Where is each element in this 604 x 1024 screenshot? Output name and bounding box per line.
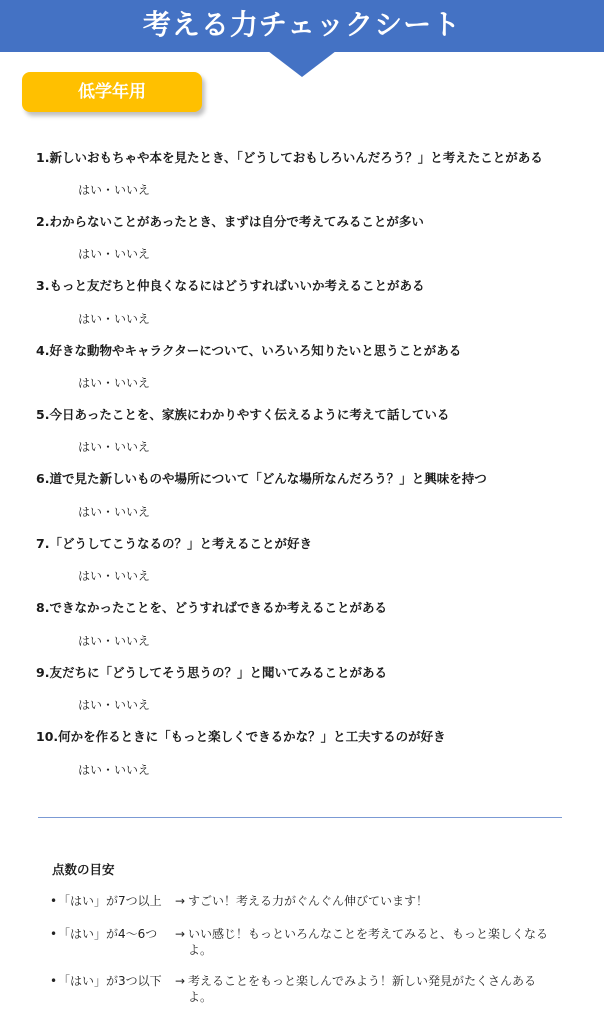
page-title: 考える力チェックシート — [142, 8, 462, 41]
score-item-high — [50, 893, 560, 911]
score-item-mid — [50, 926, 560, 960]
question-9: 9.友だちに「どうしてそう思うの？」と聞いてみることがある — [36, 665, 387, 680]
score-condition: 「はい」が4〜6つ — [58, 927, 158, 941]
arrow-right-icon: → — [175, 974, 186, 988]
answer-options-8[interactable]: はい・いいえ — [78, 634, 151, 648]
answer-options-5[interactable]: はい・いいえ — [78, 440, 151, 454]
grade-label: 低学年用 — [78, 82, 146, 102]
question-4: 4.好きな動物やキャラクターについて、いろいろ知りたいと思うことがある — [36, 343, 462, 358]
header-banner — [0, 0, 604, 52]
answer-options-9[interactable]: はい・いいえ — [78, 698, 151, 712]
question-5: 5.今日あったことを、家族にわかりやすく伝えるように考えて話している — [36, 407, 450, 422]
bullet: • — [50, 894, 58, 908]
score-message: 考えることをもっと楽しんでみよう！新しい発見がたくさんあるよ。 — [188, 974, 537, 1004]
answer-options-4[interactable]: はい・いいえ — [78, 376, 151, 390]
question-8: 8.できなかったことを、どうすればできるか考えることがある — [36, 600, 387, 615]
arrow-right-icon: → — [175, 927, 186, 941]
bullet: • — [50, 974, 58, 988]
answer-options-6[interactable]: はい・いいえ — [78, 505, 151, 519]
question-10: 10.何かを作るときに「もっと楽しくできるかな？」と工夫するのが好き — [36, 729, 446, 744]
question-7: 7.「どうしてこうなるの？」と考えることが好き — [36, 536, 312, 551]
answer-options-10[interactable]: はい・いいえ — [78, 763, 151, 777]
score-message: いい感じ！もっといろんなことを考えてみると、もっと楽しくなるよ。 — [188, 927, 549, 957]
answer-options-7[interactable]: はい・いいえ — [78, 569, 151, 583]
question-3: 3.もっと友だちと仲良くなるにはどうすればいいか考えることがある — [36, 278, 425, 293]
score-message: すごい！考える力がぐんぐん伸びています！ — [188, 894, 429, 908]
answer-options-3[interactable]: はい・いいえ — [78, 312, 151, 326]
section-divider — [38, 817, 562, 818]
question-2: 2.わからないことがあったとき、まずは自分で考えてみることが多い — [36, 214, 424, 229]
score-condition: 「はい」が7つ以上 — [58, 894, 162, 908]
score-condition: 「はい」が3つ以下 — [58, 974, 162, 988]
question-6: 6.道で見た新しいものや場所について「どんな場所なんだろう？」と興味を持つ — [36, 471, 487, 486]
bullet: • — [50, 927, 58, 941]
question-1: 1.新しいおもちゃや本を見たとき、「どうしておもしろいんだろう？」と考えたことがある — [36, 150, 543, 165]
arrow-right-icon: → — [175, 894, 186, 908]
answer-options-2[interactable]: はい・いいえ — [78, 247, 151, 261]
score-guide-title: 点数の目安 — [52, 862, 115, 877]
answer-options-1[interactable]: はい・いいえ — [78, 183, 151, 197]
grade-badge — [22, 72, 202, 112]
score-item-low — [50, 973, 560, 1007]
header-pointer — [268, 51, 336, 77]
